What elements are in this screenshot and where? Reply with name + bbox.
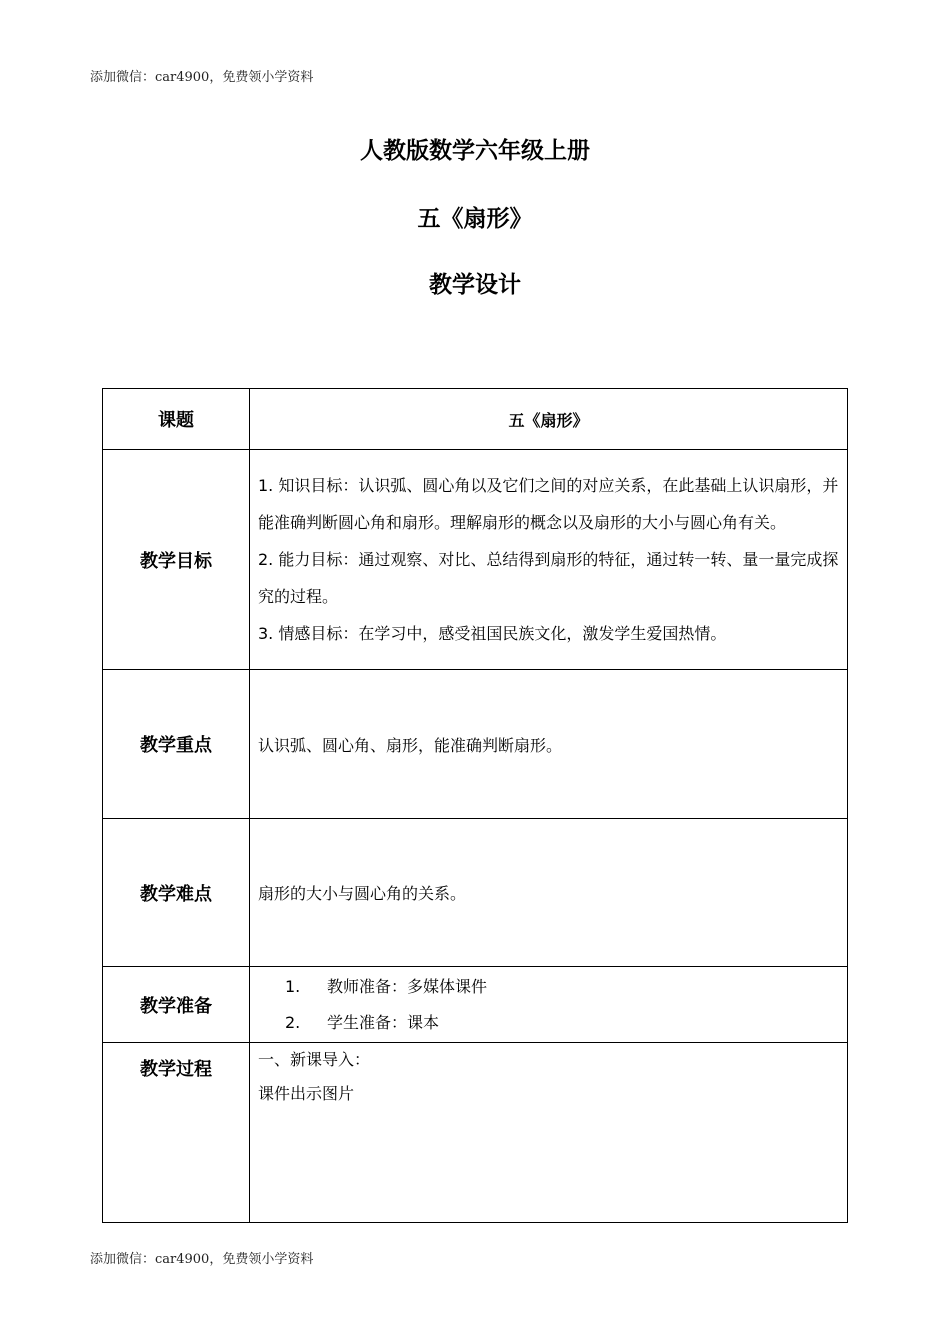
goal-item: 1. 知识目标：认识弧、圆心角以及它们之间的对应关系，在此基础上认识扇形，并能准确判断圆心角和扇形。理解扇形的概念以及扇形的大小与圆心角有关。: [258, 476, 839, 532]
prep-item-number: 1.: [285, 976, 301, 996]
row-key-points: [103, 670, 848, 819]
process-label: 教学过程: [103, 1043, 250, 1223]
key-points-value: 认识弧、圆心角、扇形，能准确判断扇形。: [250, 670, 848, 819]
prep-item: [258, 969, 839, 1005]
lesson-plan-table: [102, 388, 848, 1223]
row-goals: [103, 450, 848, 670]
topic-value: 五《扇形》: [250, 389, 848, 450]
difficulties-label: 教学难点: [103, 819, 250, 967]
prep-item-text: 教师准备：多媒体课件: [327, 976, 488, 996]
preparation-label: 教学准备: [103, 967, 250, 1043]
process-line: 一、新课导入：: [258, 1050, 371, 1069]
prep-item: [258, 1005, 839, 1041]
lesson-title: 五《扇形》: [417, 206, 533, 232]
key-points-label: 教学重点: [103, 670, 250, 819]
row-difficulties: [103, 819, 848, 967]
watermark-bottom: 添加微信：car4900，免费领小学资料: [90, 1252, 314, 1267]
row-topic: [103, 389, 848, 450]
watermark-top: 添加微信：car4900，免费领小学资料: [90, 70, 314, 85]
row-process: [103, 1043, 848, 1223]
goals-label: 教学目标: [103, 450, 250, 670]
difficulties-value: 扇形的大小与圆心角的关系。: [250, 819, 848, 967]
row-preparation: [103, 967, 848, 1043]
prep-item-text: 学生准备：课本: [327, 1012, 440, 1032]
doc-title: 人教版数学六年级上册: [360, 138, 590, 164]
prep-item-number: 2.: [285, 1012, 301, 1032]
goal-item: 3. 情感目标：在学习中，感受祖国民族文化，激发学生爱国热情。: [258, 624, 727, 643]
process-content: [250, 1043, 848, 1223]
preparation-content: [250, 967, 848, 1043]
goal-item: 2. 能力目标：通过观察、对比、总结得到扇形的特征，通过转一转、量一量完成探究的过程。: [258, 550, 839, 606]
process-line: 课件出示图片: [258, 1084, 355, 1103]
doc-subtitle: 教学设计: [429, 272, 521, 298]
topic-label: 课题: [103, 389, 250, 450]
goals-content: [250, 450, 848, 670]
